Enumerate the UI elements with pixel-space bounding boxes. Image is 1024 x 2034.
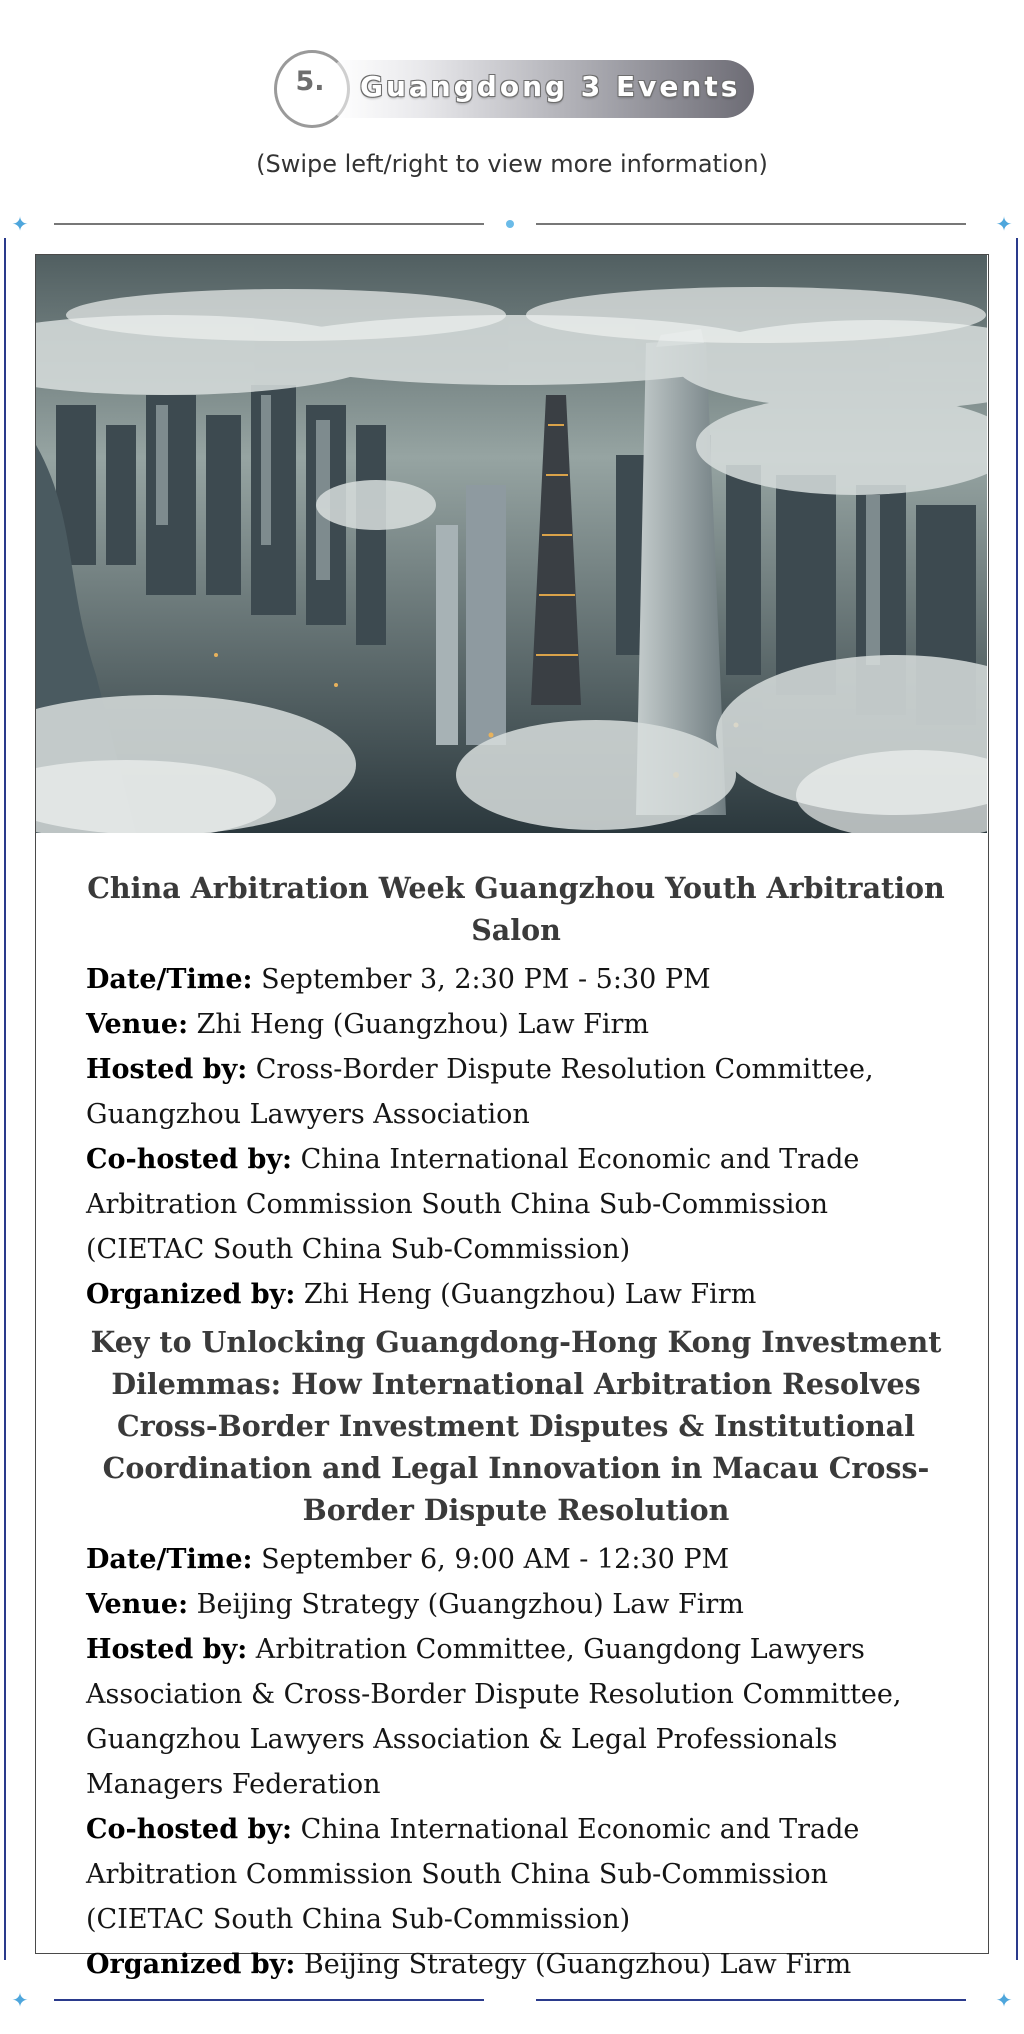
hosted-value: Arbitration Committee, Guangdong Lawyers Association & Cross-Border Dispute Resolution Committee, Guangzhou Lawyers Association & Legal Professionals Managers Federation bbox=[86, 1634, 902, 1800]
event-title: Key to Unlocking Guangdong-Hong Kong Investment Dilemmas: How International Arbitration Resolves Cross-Border Investment Disputes & Institutional Coordination and Legal Innovation in Macau Cross-Border Dispute Resolution bbox=[90, 1325, 942, 1527]
skyline-illustration bbox=[36, 255, 987, 833]
event-datetime bbox=[86, 1537, 946, 1582]
section-title: Guangdong 3 Events bbox=[360, 70, 741, 103]
event-hosted-by bbox=[86, 1627, 946, 1807]
divider-line bbox=[54, 1999, 484, 2001]
cohosted-value: China International Economic and Trade Arbitration Commission South China Sub-Commission (CIETAC South China Sub-Commission) bbox=[86, 1814, 860, 1935]
venue-value: Zhi Heng (Guangzhou) Law Firm bbox=[188, 1009, 650, 1040]
events-card bbox=[35, 254, 989, 1980]
venue-label: Venue: bbox=[86, 1009, 189, 1040]
guangzhou-skyline-photo bbox=[36, 255, 987, 833]
hosted-label: Hosted by: bbox=[86, 1634, 248, 1665]
organized-value: Beijing Strategy (Guangzhou) Law Firm bbox=[295, 1949, 852, 1980]
section-number: 5. bbox=[295, 66, 325, 97]
sparkle-icon: ✦ bbox=[11, 212, 29, 236]
venue-label: Venue: bbox=[86, 1589, 189, 1620]
dot-icon bbox=[506, 220, 514, 228]
divider-line bbox=[536, 1999, 966, 2001]
organized-label: Organized by: bbox=[86, 1949, 296, 1980]
sparkle-icon: ✦ bbox=[11, 1988, 29, 2012]
right-frame-rule bbox=[1016, 238, 1018, 1960]
datetime-label: Date/Time: bbox=[86, 1544, 253, 1575]
datetime-value: September 3, 2:30 PM - 5:30 PM bbox=[252, 964, 711, 995]
event-organized-by bbox=[86, 1942, 946, 1987]
sparkle-icon: ✦ bbox=[995, 212, 1013, 236]
event-details bbox=[86, 957, 946, 1317]
cohosted-label: Co-hosted by: bbox=[86, 1144, 293, 1175]
event-details bbox=[86, 1537, 946, 1987]
event-2 bbox=[86, 1321, 946, 1987]
event-datetime bbox=[86, 957, 946, 1002]
sparkle-icon: ✦ bbox=[995, 1988, 1013, 2012]
bottom-divider bbox=[0, 1990, 1024, 2010]
event-organized-by bbox=[86, 1272, 946, 1317]
event-hosted-by bbox=[86, 1047, 946, 1137]
organized-value: Zhi Heng (Guangzhou) Law Firm bbox=[295, 1279, 757, 1310]
event-1 bbox=[86, 867, 946, 1317]
divider-line bbox=[536, 223, 966, 225]
hosted-value: Cross-Border Dispute Resolution Committee, Guangzhou Lawyers Association bbox=[86, 1054, 874, 1130]
swipe-hint: (Swipe left/right to view more information) bbox=[256, 150, 768, 178]
cohosted-label: Co-hosted by: bbox=[86, 1814, 293, 1845]
event-venue bbox=[86, 1002, 946, 1047]
section-badge bbox=[274, 44, 754, 134]
left-frame-rule bbox=[4, 238, 6, 1960]
datetime-value: September 6, 9:00 AM - 12:30 PM bbox=[252, 1544, 730, 1575]
datetime-label: Date/Time: bbox=[86, 964, 253, 995]
event-cohosted-by bbox=[86, 1807, 946, 1942]
divider-line bbox=[54, 223, 484, 225]
event-venue bbox=[86, 1582, 946, 1627]
event-cohosted-by bbox=[86, 1137, 946, 1272]
top-divider bbox=[0, 214, 1024, 234]
hosted-label: Hosted by: bbox=[86, 1054, 248, 1085]
organized-label: Organized by: bbox=[86, 1279, 296, 1310]
cohosted-value: China International Economic and Trade Arbitration Commission South China Sub-Commission (CIETAC South China Sub-Commission) bbox=[86, 1144, 860, 1265]
event-title: China Arbitration Week Guangzhou Youth Arbitration Salon bbox=[87, 871, 945, 947]
venue-value: Beijing Strategy (Guangzhou) Law Firm bbox=[188, 1589, 744, 1620]
